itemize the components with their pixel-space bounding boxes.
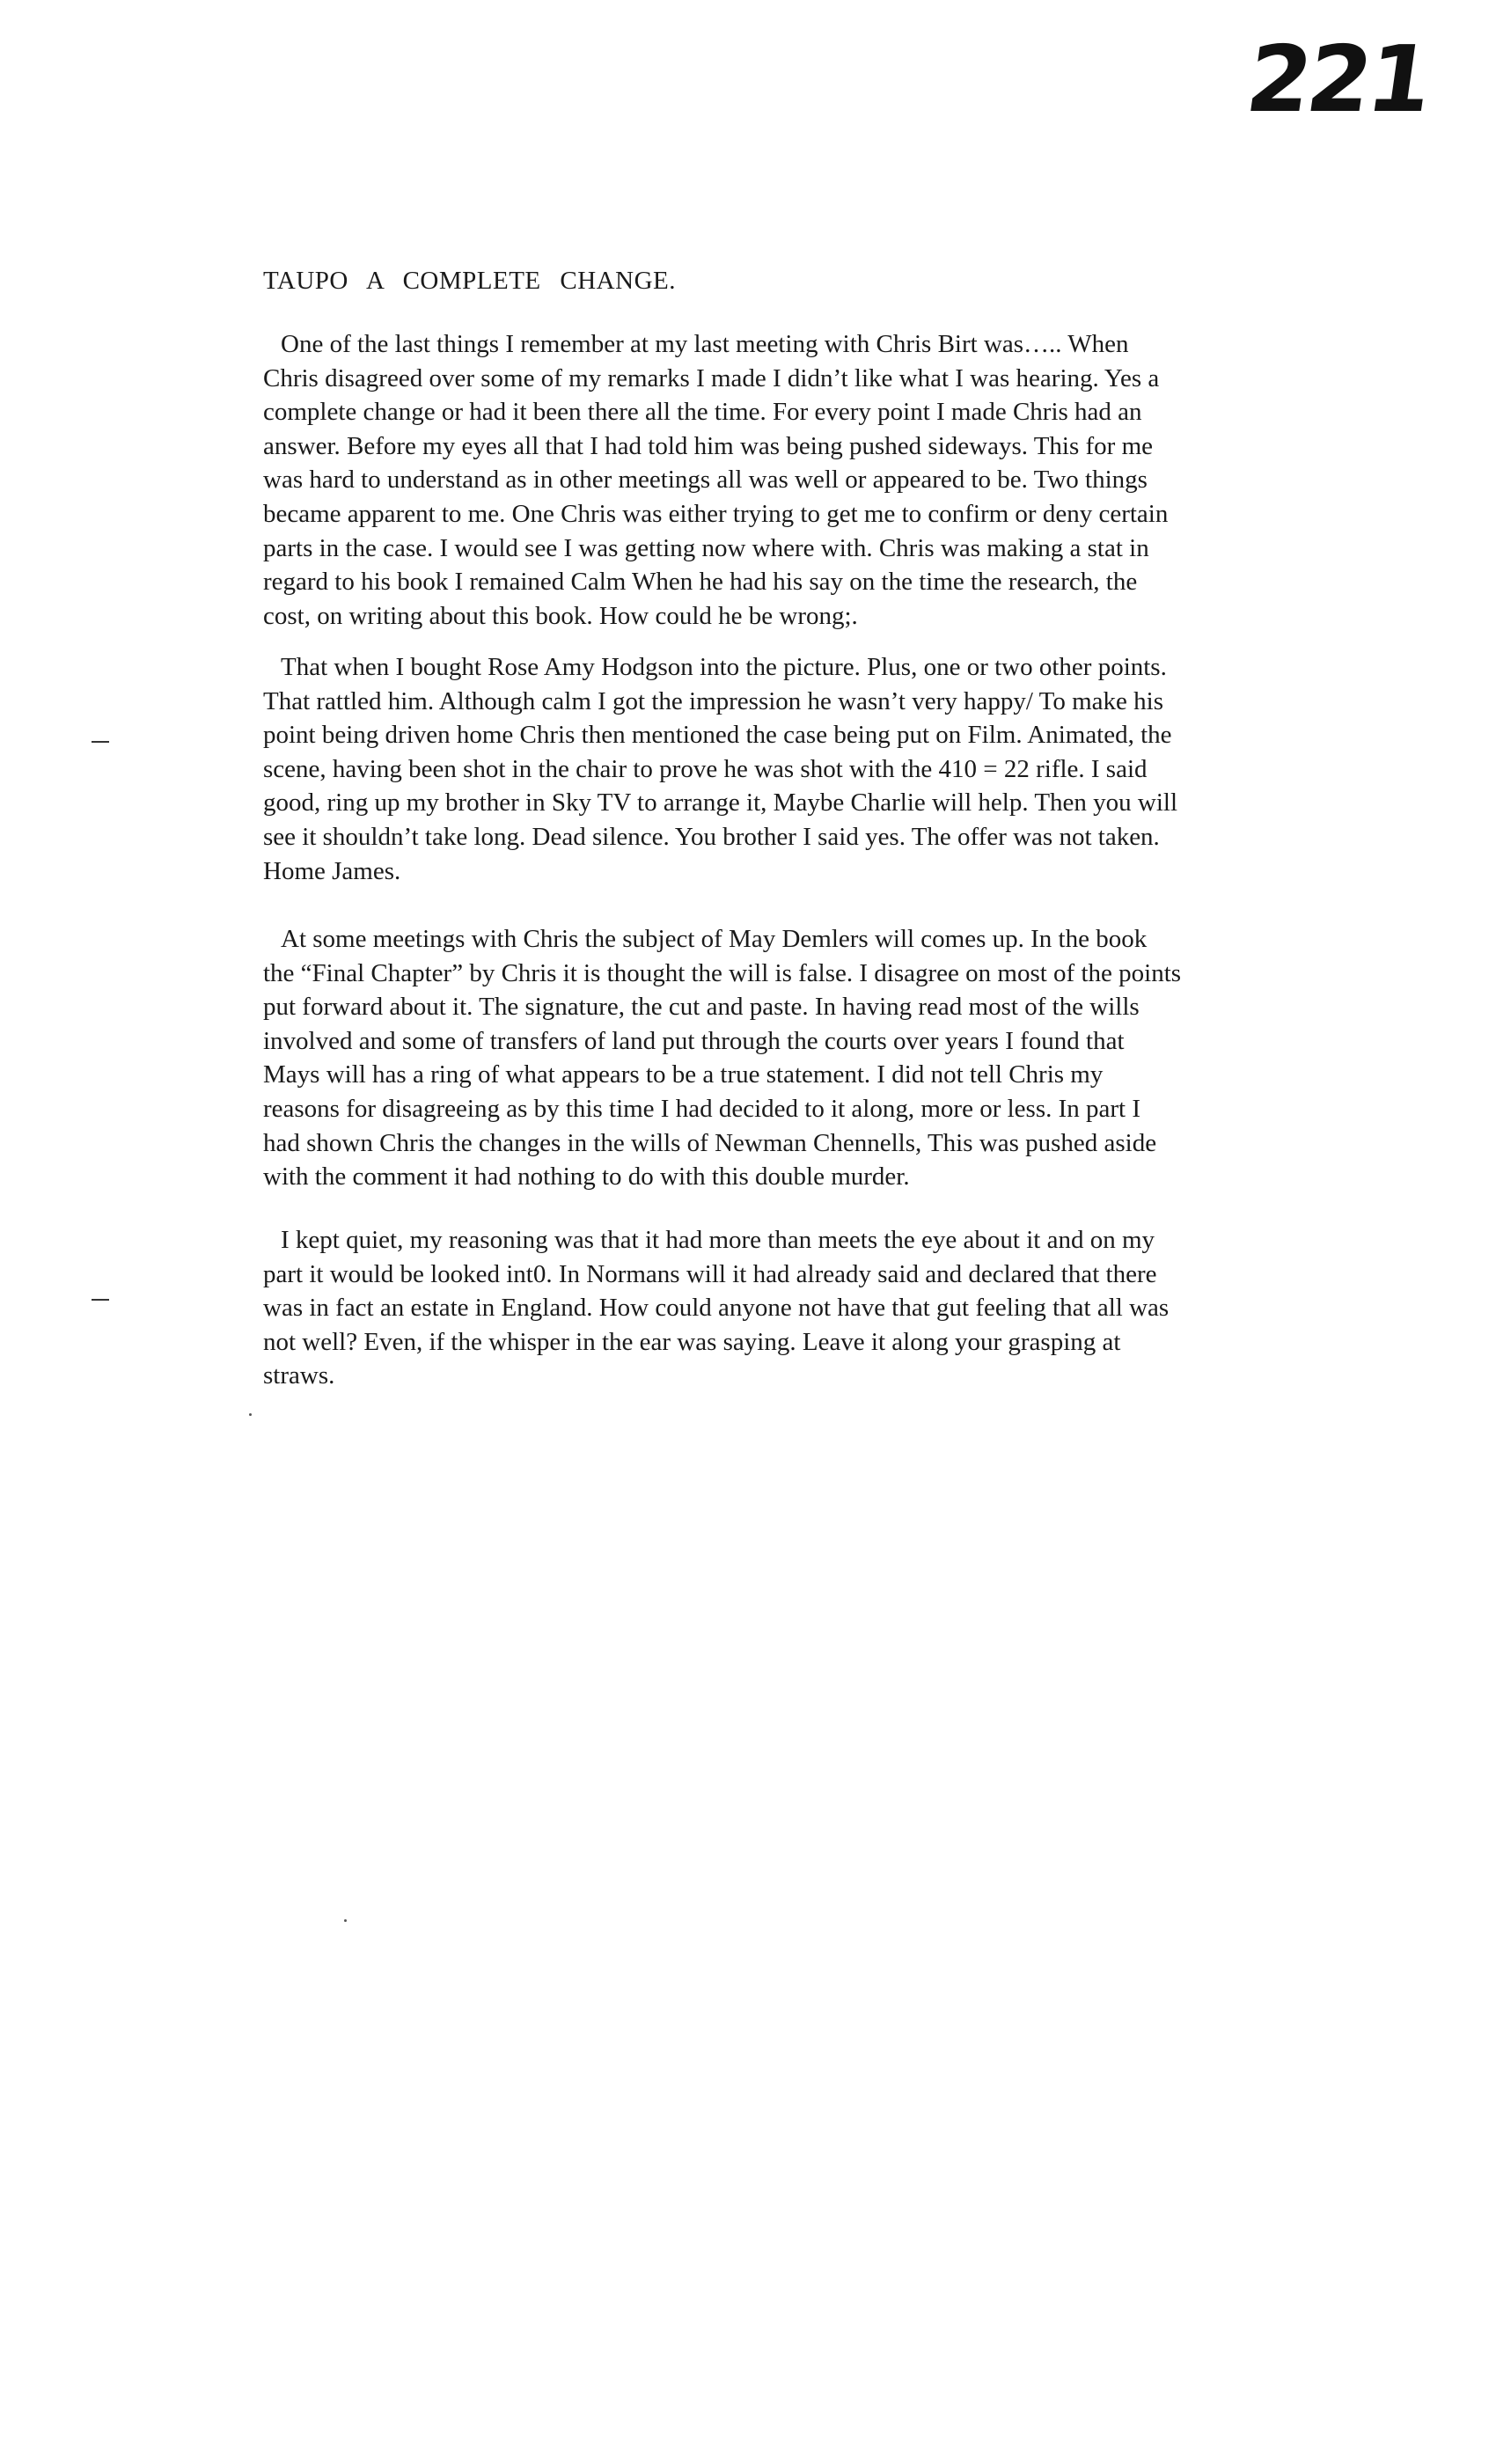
text-line: not well? Even, if the whisper in the ear was saying. Leave it along your grasping at: [263, 1327, 1121, 1356]
paragraph: [263, 650, 1328, 888]
page-number: 221: [1240, 26, 1436, 133]
text-line: straws.: [263, 1361, 335, 1390]
text-line: good, ring up my brother in Sky TV to arrange it, Maybe Charlie will help. Then you will: [263, 788, 1178, 818]
text-line: part it would be looked int0. In Normans will it had already said and declared that there: [263, 1259, 1157, 1288]
text-line: became apparent to me. One Chris was either trying to get me to confirm or deny certain: [263, 499, 1169, 528]
text-line: was in fact an estate in England. How could anyone not have that gut feeling that all was: [263, 1294, 1170, 1323]
text-line: put forward about it. The signature, the cut and paste. In having read most of the wills: [263, 993, 1140, 1022]
text-line: reasons for disagreeing as by this time I had decided to it along, more or less. In part I: [263, 1094, 1141, 1123]
text-line: the “Final Chapter” by Chris it is thought the will is false. I disagree on most of the points: [263, 958, 1182, 987]
text-line: I kept quiet, my reasoning was that it had more than meets the eye about it and on my: [281, 1226, 1155, 1254]
text-line: had shown Chris the changes in the wills of Newman Chennells, This was pushed aside: [263, 1128, 1157, 1157]
paragraph: [263, 922, 1328, 1194]
text-line: see it shouldn’t take long. Dead silence. You brother I said yes. The offer was not taken.: [263, 822, 1160, 851]
text-line: Mays will has a ring of what appears to be a true statement. I did not tell Chris my: [263, 1060, 1104, 1089]
text-line: regard to his book I remained Calm When he had his say on the time the research, the: [263, 568, 1138, 597]
text-line: with the comment it had nothing to do with this double murder.: [263, 1162, 910, 1192]
paragraph: [263, 327, 1328, 633]
text-line: answer. Before my eyes all that I had told him was being pushed sideways. This for me: [263, 431, 1154, 460]
text-line: That rattled him. Although calm I got the impression he wasn’t very happy/ To make his: [263, 686, 1163, 715]
text-line: was hard to understand as in other meetings all was well or appeared to be. Two things: [263, 466, 1148, 495]
scan-speck: [344, 1919, 347, 1922]
text-line: parts in the case. I would see I was getting now where with. Chris was making a stat in: [263, 533, 1149, 562]
paragraph: [263, 1223, 1328, 1393]
document-title: TAUPO A COMPLETE CHANGE.: [263, 267, 676, 295]
text-line: At some meetings with Chris the subject of May Demlers will comes up. In the book: [281, 925, 1148, 953]
text-line: Home James.: [263, 856, 401, 885]
text-line: cost, on writing about this book. How could he be wrong;.: [263, 601, 858, 630]
text-line: complete change or had it been there all the time. For every point I made Chris had an: [263, 398, 1142, 427]
text-line: That when I bought Rose Amy Hodgson into the picture. Plus, one or two other points.: [281, 653, 1167, 681]
scan-speck: [249, 1413, 252, 1416]
text-line: One of the last things I remember at my last meeting with Chris Birt was….. When: [281, 330, 1129, 358]
text-line: involved and some of transfers of land put through the courts over years I found that: [263, 1026, 1125, 1055]
text-line: scene, having been shot in the chair to prove he was shot with the 410 = 22 rifle. I said: [263, 754, 1148, 783]
text-line: Chris disagreed over some of my remarks I made I didn’t like what I was hearing. Yes a: [263, 363, 1160, 392]
text-line: point being driven home Chris then mentioned the case being put on Film. Animated, the: [263, 721, 1172, 750]
margin-mark: [92, 741, 109, 743]
margin-mark: [92, 1299, 109, 1301]
